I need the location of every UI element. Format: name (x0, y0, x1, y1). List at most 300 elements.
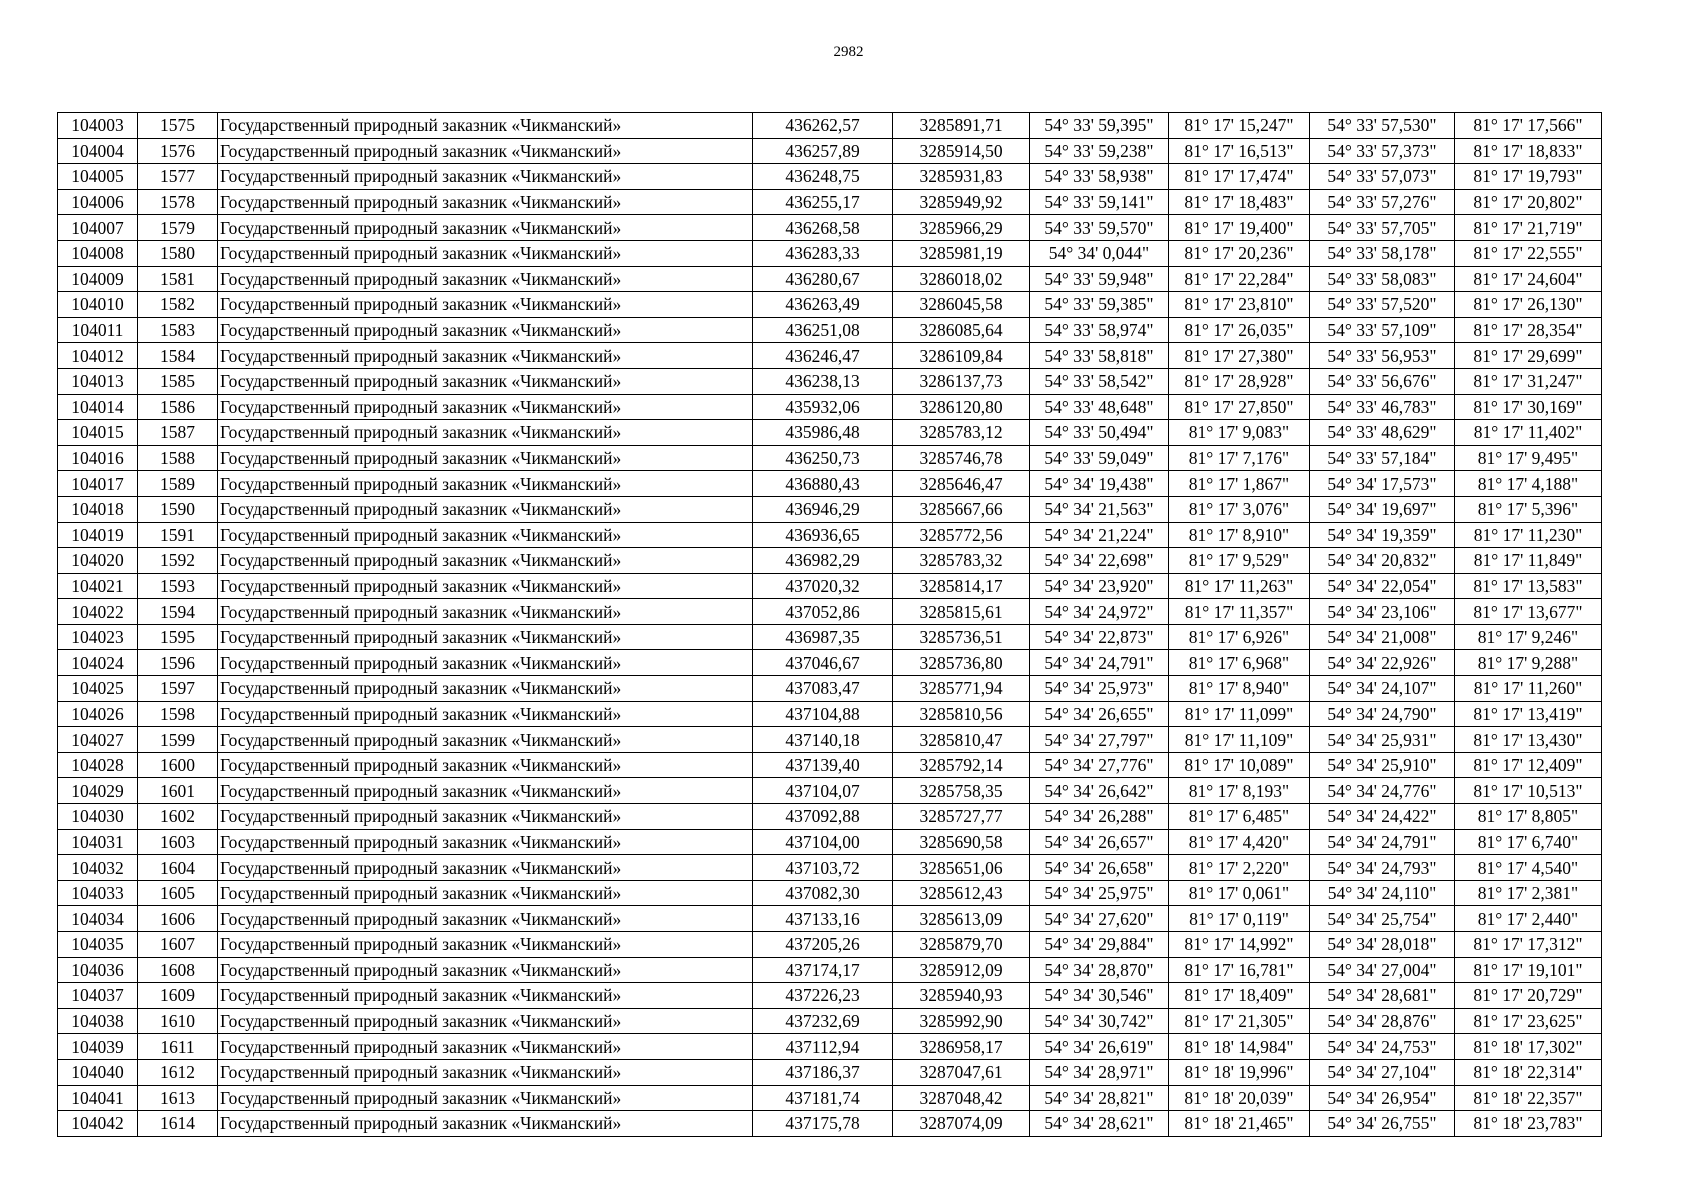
cell-point-number: 1594 (138, 599, 218, 625)
cell-latitude-2: 54° 34' 22,054" (1310, 573, 1455, 599)
cell-latitude-1: 54° 34' 0,044" (1030, 240, 1169, 266)
cell-latitude-1: 54° 34' 21,563" (1030, 496, 1169, 522)
cell-point-number: 1611 (138, 1034, 218, 1060)
cell-latitude-2: 54° 34' 21,008" (1310, 624, 1455, 650)
cell-coord-y: 3286109,84 (893, 343, 1030, 369)
cell-longitude-2: 81° 17' 9,288" (1455, 650, 1602, 676)
cell-coord-x: 436257,89 (753, 138, 893, 164)
cell-coord-x: 436283,33 (753, 240, 893, 266)
table-row (58, 445, 1602, 471)
table-row (58, 957, 1602, 983)
cell-record-id: 104005 (58, 164, 138, 190)
cell-latitude-2: 54° 34' 24,107" (1310, 676, 1455, 702)
cell-record-id: 104029 (58, 778, 138, 804)
cell-object-name: Государственный природный заказник «Чикманский» (218, 701, 753, 727)
cell-coord-y: 3285992,90 (893, 1008, 1030, 1034)
cell-coord-x: 436936,65 (753, 522, 893, 548)
cell-record-id: 104009 (58, 266, 138, 292)
cell-latitude-2: 54° 34' 24,110" (1310, 880, 1455, 906)
cell-longitude-1: 81° 17' 0,119" (1169, 906, 1310, 932)
cell-object-name: Государственный природный заказник «Чикманский» (218, 752, 753, 778)
cell-longitude-1: 81° 17' 16,781" (1169, 957, 1310, 983)
cell-longitude-1: 81° 17' 6,485" (1169, 804, 1310, 830)
cell-point-number: 1605 (138, 880, 218, 906)
cell-longitude-1: 81° 17' 27,380" (1169, 343, 1310, 369)
cell-point-number: 1590 (138, 496, 218, 522)
cell-record-id: 104028 (58, 752, 138, 778)
cell-coord-x: 437104,00 (753, 829, 893, 855)
cell-object-name: Государственный природный заказник «Чикманский» (218, 855, 753, 881)
cell-longitude-2: 81° 17' 8,805" (1455, 804, 1602, 830)
cell-object-name: Государственный природный заказник «Чикманский» (218, 445, 753, 471)
cell-point-number: 1578 (138, 189, 218, 215)
page-number: 2982 (833, 44, 864, 60)
cell-coord-x: 436255,17 (753, 189, 893, 215)
cell-latitude-2: 54° 33' 57,373" (1310, 138, 1455, 164)
cell-object-name: Государственный природный заказник «Чикманский» (218, 1034, 753, 1060)
cell-object-name: Государственный природный заказник «Чикманский» (218, 624, 753, 650)
cell-longitude-1: 81° 17' 16,513" (1169, 138, 1310, 164)
cell-latitude-2: 54° 34' 27,004" (1310, 957, 1455, 983)
cell-record-id: 104026 (58, 701, 138, 727)
cell-longitude-2: 81° 17' 23,625" (1455, 1008, 1602, 1034)
table-row (58, 906, 1602, 932)
cell-latitude-2: 54° 33' 56,676" (1310, 368, 1455, 394)
cell-object-name: Государственный природный заказник «Чикманский» (218, 1008, 753, 1034)
cell-latitude-2: 54° 34' 28,681" (1310, 983, 1455, 1009)
table-row (58, 1111, 1602, 1137)
cell-coord-x: 437052,86 (753, 599, 893, 625)
cell-coord-y: 3286958,17 (893, 1034, 1030, 1060)
table-row (58, 829, 1602, 855)
cell-point-number: 1589 (138, 471, 218, 497)
cell-point-number: 1613 (138, 1085, 218, 1111)
cell-coord-y: 3285792,14 (893, 752, 1030, 778)
cell-coord-x: 436880,43 (753, 471, 893, 497)
cell-latitude-1: 54° 34' 29,884" (1030, 932, 1169, 958)
cell-latitude-1: 54° 33' 59,049" (1030, 445, 1169, 471)
cell-coord-y: 3286018,02 (893, 266, 1030, 292)
table-row (58, 368, 1602, 394)
cell-latitude-2: 54° 34' 24,790" (1310, 701, 1455, 727)
cell-longitude-1: 81° 17' 21,305" (1169, 1008, 1310, 1034)
cell-object-name: Государственный природный заказник «Чикманский» (218, 368, 753, 394)
cell-longitude-2: 81° 17' 11,260" (1455, 676, 1602, 702)
coordinates-table (57, 112, 1602, 1137)
cell-longitude-2: 81° 17' 31,247" (1455, 368, 1602, 394)
cell-coord-x: 436251,08 (753, 317, 893, 343)
cell-coord-y: 3285783,12 (893, 420, 1030, 446)
cell-coord-x: 437174,17 (753, 957, 893, 983)
cell-longitude-2: 81° 17' 9,495" (1455, 445, 1602, 471)
cell-longitude-2: 81° 17' 18,833" (1455, 138, 1602, 164)
cell-latitude-2: 54° 34' 26,755" (1310, 1111, 1455, 1137)
cell-coord-y: 3286085,64 (893, 317, 1030, 343)
cell-object-name: Государственный природный заказник «Чикманский» (218, 522, 753, 548)
cell-record-id: 104014 (58, 394, 138, 420)
cell-longitude-1: 81° 17' 20,236" (1169, 240, 1310, 266)
cell-record-id: 104031 (58, 829, 138, 855)
cell-longitude-2: 81° 17' 22,555" (1455, 240, 1602, 266)
cell-longitude-1: 81° 17' 7,176" (1169, 445, 1310, 471)
cell-record-id: 104013 (58, 368, 138, 394)
cell-point-number: 1577 (138, 164, 218, 190)
cell-longitude-2: 81° 17' 24,604" (1455, 266, 1602, 292)
cell-coord-y: 3285879,70 (893, 932, 1030, 958)
cell-coord-x: 436248,75 (753, 164, 893, 190)
cell-latitude-1: 54° 34' 26,658" (1030, 855, 1169, 881)
cell-coord-x: 436280,67 (753, 266, 893, 292)
cell-record-id: 104037 (58, 983, 138, 1009)
cell-latitude-2: 54° 33' 48,629" (1310, 420, 1455, 446)
cell-point-number: 1584 (138, 343, 218, 369)
cell-longitude-2: 81° 17' 21,719" (1455, 215, 1602, 241)
cell-coord-x: 437112,94 (753, 1034, 893, 1060)
cell-object-name: Государственный природный заказник «Чикманский» (218, 266, 753, 292)
cell-coord-x: 437133,16 (753, 906, 893, 932)
cell-longitude-1: 81° 17' 2,220" (1169, 855, 1310, 881)
cell-latitude-2: 54° 33' 57,109" (1310, 317, 1455, 343)
cell-point-number: 1585 (138, 368, 218, 394)
cell-latitude-1: 54° 34' 26,657" (1030, 829, 1169, 855)
cell-latitude-2: 54° 33' 57,705" (1310, 215, 1455, 241)
cell-longitude-1: 81° 17' 4,420" (1169, 829, 1310, 855)
cell-coord-y: 3285912,09 (893, 957, 1030, 983)
cell-object-name: Государственный природный заказник «Чикманский» (218, 880, 753, 906)
cell-latitude-2: 54° 34' 27,104" (1310, 1059, 1455, 1085)
cell-latitude-1: 54° 34' 27,797" (1030, 727, 1169, 753)
cell-point-number: 1575 (138, 113, 218, 139)
cell-longitude-1: 81° 18' 14,984" (1169, 1034, 1310, 1060)
cell-longitude-2: 81° 17' 11,402" (1455, 420, 1602, 446)
cell-coord-y: 3286137,73 (893, 368, 1030, 394)
cell-coord-y: 3285810,47 (893, 727, 1030, 753)
cell-coord-x: 437186,37 (753, 1059, 893, 1085)
cell-coord-y: 3285814,17 (893, 573, 1030, 599)
table-row (58, 343, 1602, 369)
cell-record-id: 104004 (58, 138, 138, 164)
cell-longitude-1: 81° 17' 11,109" (1169, 727, 1310, 753)
table-row (58, 113, 1602, 139)
cell-object-name: Государственный природный заказник «Чикманский» (218, 727, 753, 753)
cell-longitude-1: 81° 17' 27,850" (1169, 394, 1310, 420)
cell-object-name: Государственный природный заказник «Чикманский» (218, 471, 753, 497)
cell-object-name: Государственный природный заказник «Чикманский» (218, 394, 753, 420)
cell-latitude-1: 54° 33' 58,542" (1030, 368, 1169, 394)
cell-point-number: 1599 (138, 727, 218, 753)
cell-latitude-1: 54° 34' 21,224" (1030, 522, 1169, 548)
cell-object-name: Государственный природный заказник «Чикманский» (218, 1111, 753, 1137)
cell-record-id: 104010 (58, 292, 138, 318)
cell-longitude-1: 81° 17' 11,099" (1169, 701, 1310, 727)
cell-record-id: 104041 (58, 1085, 138, 1111)
cell-coord-x: 436250,73 (753, 445, 893, 471)
cell-coord-x: 436263,49 (753, 292, 893, 318)
cell-longitude-1: 81° 17' 14,992" (1169, 932, 1310, 958)
cell-coord-y: 3285613,09 (893, 906, 1030, 932)
table-row (58, 138, 1602, 164)
cell-record-id: 104032 (58, 855, 138, 881)
cell-record-id: 104012 (58, 343, 138, 369)
table-row (58, 804, 1602, 830)
cell-coord-y: 3285891,71 (893, 113, 1030, 139)
cell-longitude-2: 81° 17' 6,740" (1455, 829, 1602, 855)
table-row (58, 701, 1602, 727)
cell-latitude-2: 54° 34' 26,954" (1310, 1085, 1455, 1111)
cell-longitude-1: 81° 17' 17,474" (1169, 164, 1310, 190)
cell-coord-y: 3285931,83 (893, 164, 1030, 190)
table-row (58, 266, 1602, 292)
cell-coord-y: 3287047,61 (893, 1059, 1030, 1085)
cell-latitude-2: 54° 34' 24,776" (1310, 778, 1455, 804)
table-row (58, 394, 1602, 420)
cell-record-id: 104038 (58, 1008, 138, 1034)
cell-point-number: 1583 (138, 317, 218, 343)
cell-latitude-1: 54° 34' 19,438" (1030, 471, 1169, 497)
table-row (58, 932, 1602, 958)
table-row (58, 676, 1602, 702)
cell-object-name: Государственный природный заказник «Чикманский» (218, 113, 753, 139)
cell-coord-x: 437205,26 (753, 932, 893, 958)
cell-latitude-1: 54° 33' 48,648" (1030, 394, 1169, 420)
cell-object-name: Государственный природный заказник «Чикманский» (218, 932, 753, 958)
cell-record-id: 104007 (58, 215, 138, 241)
cell-longitude-2: 81° 17' 4,188" (1455, 471, 1602, 497)
cell-latitude-2: 54° 34' 20,832" (1310, 548, 1455, 574)
cell-longitude-2: 81° 17' 26,130" (1455, 292, 1602, 318)
cell-object-name: Государственный природный заказник «Чикманский» (218, 343, 753, 369)
cell-longitude-1: 81° 17' 8,193" (1169, 778, 1310, 804)
cell-latitude-2: 54° 34' 25,931" (1310, 727, 1455, 753)
cell-longitude-2: 81° 17' 13,430" (1455, 727, 1602, 753)
cell-coord-y: 3285783,32 (893, 548, 1030, 574)
cell-latitude-1: 54° 34' 24,791" (1030, 650, 1169, 676)
cell-record-id: 104035 (58, 932, 138, 958)
cell-object-name: Государственный природный заказник «Чикманский» (218, 164, 753, 190)
cell-record-id: 104030 (58, 804, 138, 830)
cell-coord-x: 437103,72 (753, 855, 893, 881)
cell-longitude-2: 81° 17' 28,354" (1455, 317, 1602, 343)
cell-latitude-1: 54° 33' 50,494" (1030, 420, 1169, 446)
cell-point-number: 1588 (138, 445, 218, 471)
cell-coord-x: 436246,47 (753, 343, 893, 369)
cell-longitude-2: 81° 17' 13,583" (1455, 573, 1602, 599)
cell-longitude-2: 81° 17' 9,246" (1455, 624, 1602, 650)
table-row (58, 292, 1602, 318)
cell-point-number: 1614 (138, 1111, 218, 1137)
cell-latitude-1: 54° 33' 59,948" (1030, 266, 1169, 292)
cell-latitude-1: 54° 34' 27,620" (1030, 906, 1169, 932)
cell-longitude-2: 81° 17' 10,513" (1455, 778, 1602, 804)
cell-coord-x: 437140,18 (753, 727, 893, 753)
cell-latitude-1: 54° 34' 26,288" (1030, 804, 1169, 830)
cell-latitude-2: 54° 34' 19,697" (1310, 496, 1455, 522)
cell-longitude-2: 81° 17' 2,381" (1455, 880, 1602, 906)
cell-longitude-2: 81° 18' 22,357" (1455, 1085, 1602, 1111)
cell-longitude-1: 81° 17' 18,409" (1169, 983, 1310, 1009)
cell-record-id: 104008 (58, 240, 138, 266)
cell-latitude-1: 54° 34' 28,621" (1030, 1111, 1169, 1137)
cell-latitude-2: 54° 33' 58,083" (1310, 266, 1455, 292)
cell-latitude-1: 54° 34' 23,920" (1030, 573, 1169, 599)
table-row (58, 855, 1602, 881)
cell-latitude-1: 54° 33' 59,141" (1030, 189, 1169, 215)
cell-record-id: 104033 (58, 880, 138, 906)
cell-longitude-1: 81° 17' 3,076" (1169, 496, 1310, 522)
cell-object-name: Государственный природный заказник «Чикманский» (218, 292, 753, 318)
cell-coord-x: 437232,69 (753, 1008, 893, 1034)
cell-object-name: Государственный природный заказник «Чикманский» (218, 906, 753, 932)
cell-latitude-1: 54° 34' 28,821" (1030, 1085, 1169, 1111)
cell-latitude-1: 54° 34' 30,742" (1030, 1008, 1169, 1034)
cell-coord-x: 437181,74 (753, 1085, 893, 1111)
cell-latitude-1: 54° 34' 28,971" (1030, 1059, 1169, 1085)
cell-record-id: 104003 (58, 113, 138, 139)
cell-object-name: Государственный природный заказник «Чикманский» (218, 240, 753, 266)
cell-point-number: 1576 (138, 138, 218, 164)
cell-record-id: 104018 (58, 496, 138, 522)
cell-coord-y: 3285914,50 (893, 138, 1030, 164)
cell-point-number: 1591 (138, 522, 218, 548)
cell-latitude-2: 54° 34' 24,791" (1310, 829, 1455, 855)
table-row (58, 548, 1602, 574)
cell-longitude-2: 81° 17' 19,793" (1455, 164, 1602, 190)
table-row (58, 1059, 1602, 1085)
cell-coord-y: 3285727,77 (893, 804, 1030, 830)
cell-record-id: 104020 (58, 548, 138, 574)
table-row (58, 164, 1602, 190)
cell-coord-y: 3285771,94 (893, 676, 1030, 702)
table-row (58, 1008, 1602, 1034)
cell-record-id: 104027 (58, 727, 138, 753)
cell-coord-x: 437046,67 (753, 650, 893, 676)
cell-point-number: 1610 (138, 1008, 218, 1034)
cell-point-number: 1592 (138, 548, 218, 574)
table-body (58, 113, 1602, 1137)
cell-longitude-1: 81° 17' 22,284" (1169, 266, 1310, 292)
cell-coord-y: 3285966,29 (893, 215, 1030, 241)
cell-latitude-1: 54° 34' 26,619" (1030, 1034, 1169, 1060)
cell-point-number: 1598 (138, 701, 218, 727)
cell-point-number: 1601 (138, 778, 218, 804)
cell-object-name: Государственный природный заказник «Чикманский» (218, 215, 753, 241)
table-row (58, 752, 1602, 778)
table-row (58, 599, 1602, 625)
cell-latitude-1: 54° 34' 22,873" (1030, 624, 1169, 650)
cell-object-name: Государственный природный заказник «Чикманский» (218, 983, 753, 1009)
cell-latitude-2: 54° 34' 28,018" (1310, 932, 1455, 958)
cell-longitude-2: 81° 18' 23,783" (1455, 1111, 1602, 1137)
cell-longitude-2: 81° 17' 17,566" (1455, 113, 1602, 139)
cell-coord-x: 437226,23 (753, 983, 893, 1009)
cell-latitude-2: 54° 34' 24,753" (1310, 1034, 1455, 1060)
cell-longitude-1: 81° 17' 11,357" (1169, 599, 1310, 625)
cell-coord-y: 3285612,43 (893, 880, 1030, 906)
cell-coord-y: 3286120,80 (893, 394, 1030, 420)
table-row (58, 522, 1602, 548)
cell-longitude-1: 81° 17' 15,247" (1169, 113, 1310, 139)
cell-coord-y: 3285981,19 (893, 240, 1030, 266)
cell-point-number: 1609 (138, 983, 218, 1009)
table-row (58, 1034, 1602, 1060)
cell-longitude-1: 81° 17' 6,926" (1169, 624, 1310, 650)
cell-longitude-2: 81° 17' 13,677" (1455, 599, 1602, 625)
cell-point-number: 1593 (138, 573, 218, 599)
cell-coord-y: 3285646,47 (893, 471, 1030, 497)
cell-longitude-1: 81° 17' 23,810" (1169, 292, 1310, 318)
cell-object-name: Государственный природный заказник «Чикманский» (218, 496, 753, 522)
cell-point-number: 1604 (138, 855, 218, 881)
cell-longitude-2: 81° 17' 30,169" (1455, 394, 1602, 420)
table-row (58, 983, 1602, 1009)
cell-record-id: 104034 (58, 906, 138, 932)
table-row (58, 317, 1602, 343)
cell-coord-x: 437092,88 (753, 804, 893, 830)
cell-coord-y: 3285815,61 (893, 599, 1030, 625)
cell-object-name: Государственный природный заказник «Чикманский» (218, 573, 753, 599)
cell-object-name: Государственный природный заказник «Чикманский» (218, 548, 753, 574)
cell-coord-x: 437020,32 (753, 573, 893, 599)
cell-point-number: 1602 (138, 804, 218, 830)
cell-coord-y: 3287048,42 (893, 1085, 1030, 1111)
cell-point-number: 1596 (138, 650, 218, 676)
cell-record-id: 104006 (58, 189, 138, 215)
cell-object-name: Государственный природный заказник «Чикманский» (218, 1085, 753, 1111)
cell-latitude-2: 54° 33' 57,520" (1310, 292, 1455, 318)
cell-longitude-1: 81° 17' 10,089" (1169, 752, 1310, 778)
cell-point-number: 1606 (138, 906, 218, 932)
cell-longitude-2: 81° 17' 11,849" (1455, 548, 1602, 574)
cell-longitude-1: 81° 17' 8,910" (1169, 522, 1310, 548)
cell-coord-y: 3287074,09 (893, 1111, 1030, 1137)
cell-coord-x: 435986,48 (753, 420, 893, 446)
cell-coord-x: 436238,13 (753, 368, 893, 394)
cell-longitude-1: 81° 17' 1,867" (1169, 471, 1310, 497)
table-row (58, 215, 1602, 241)
cell-coord-x: 437104,88 (753, 701, 893, 727)
cell-coord-y: 3285810,56 (893, 701, 1030, 727)
cell-coord-x: 436268,58 (753, 215, 893, 241)
cell-point-number: 1597 (138, 676, 218, 702)
cell-coord-x: 437082,30 (753, 880, 893, 906)
cell-coord-x: 435932,06 (753, 394, 893, 420)
cell-latitude-2: 54° 34' 25,754" (1310, 906, 1455, 932)
cell-coord-y: 3285736,51 (893, 624, 1030, 650)
table-row (58, 778, 1602, 804)
cell-longitude-2: 81° 17' 17,312" (1455, 932, 1602, 958)
cell-longitude-2: 81° 18' 17,302" (1455, 1034, 1602, 1060)
cell-coord-x: 437175,78 (753, 1111, 893, 1137)
cell-record-id: 104021 (58, 573, 138, 599)
cell-longitude-1: 81° 18' 20,039" (1169, 1085, 1310, 1111)
cell-point-number: 1603 (138, 829, 218, 855)
cell-longitude-2: 81° 17' 2,440" (1455, 906, 1602, 932)
cell-point-number: 1581 (138, 266, 218, 292)
cell-longitude-1: 81° 17' 26,035" (1169, 317, 1310, 343)
cell-record-id: 104023 (58, 624, 138, 650)
cell-longitude-2: 81° 17' 20,729" (1455, 983, 1602, 1009)
table-row (58, 573, 1602, 599)
cell-latitude-1: 54° 33' 59,238" (1030, 138, 1169, 164)
cell-point-number: 1586 (138, 394, 218, 420)
cell-coord-x: 436982,29 (753, 548, 893, 574)
cell-longitude-2: 81° 17' 4,540" (1455, 855, 1602, 881)
cell-longitude-2: 81° 18' 22,314" (1455, 1059, 1602, 1085)
cell-object-name: Государственный природный заказник «Чикманский» (218, 189, 753, 215)
table-row (58, 880, 1602, 906)
cell-coord-y: 3286045,58 (893, 292, 1030, 318)
table-row (58, 240, 1602, 266)
